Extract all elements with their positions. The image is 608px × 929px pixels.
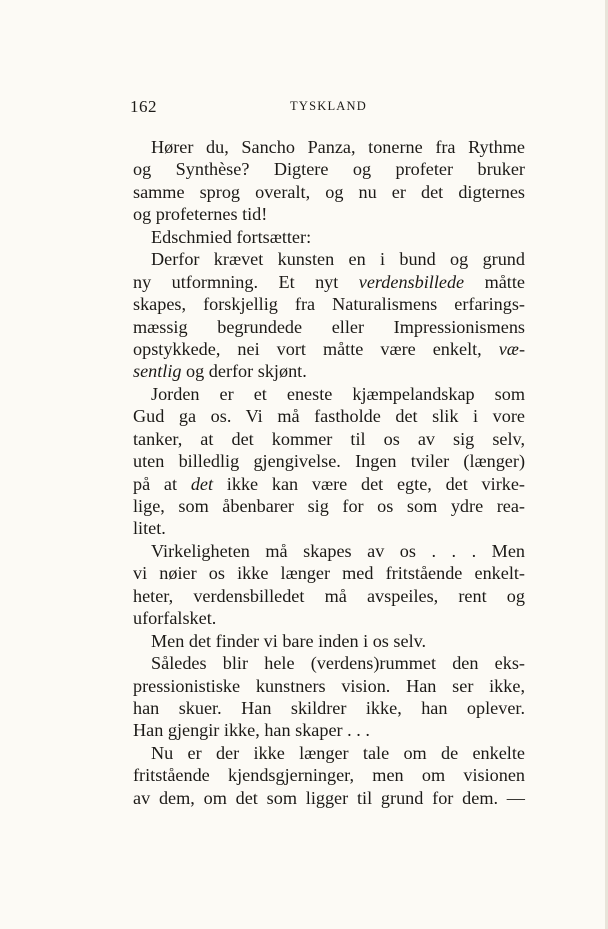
page-header: [130, 97, 525, 117]
text-line: [133, 585, 525, 607]
text-line: [133, 226, 525, 248]
text-segment: fritstående kjendsgjerninger, men om visionen: [133, 765, 525, 786]
text-line: [133, 428, 525, 450]
text-segment: på at: [133, 473, 191, 494]
text-segment: Jorden er et eneste kjæmpelandskap som: [151, 383, 525, 404]
text-segment: uforfalsket.: [133, 608, 217, 629]
text-line: [133, 495, 525, 517]
text-segment: Nu er der ikke længer tale om de enkelte: [151, 742, 525, 763]
text-segment: pressionistiske kunstners vision. Han ser ikke,: [133, 675, 525, 696]
text-line: [133, 540, 525, 562]
text-line: [133, 293, 525, 315]
text-segment: vi nøier os ikke længer med fritstående enkelt-: [133, 563, 525, 584]
text-segment: Således blir hele (verdens)rummet den eks-: [151, 653, 525, 674]
text-line: [133, 203, 525, 225]
text-segment: skapes, forskjellig fra Naturalismens erfarings-: [133, 294, 525, 315]
text-line: [133, 136, 525, 158]
italic-segment: det: [190, 473, 214, 494]
text-segment: Virkeligheten må skapes av os . . . Men: [151, 540, 525, 561]
text-segment: litet.: [133, 518, 166, 539]
text-line: [133, 697, 525, 719]
text-segment: lige, som åbenbarer sig for os som ydre rea-: [133, 496, 525, 516]
italic-segment: sentlig: [133, 361, 182, 382]
text-segment: og profeternes tid!: [133, 204, 268, 225]
text-segment: ny utformning. Et nyt: [133, 271, 359, 292]
text-segment: og derfor skjønt.: [181, 361, 307, 382]
text-line: [133, 607, 525, 629]
text-segment: opstykkede, nei vort måtte være enkelt,: [133, 338, 499, 359]
text-line: [133, 248, 525, 270]
italic-segment: væ-: [498, 338, 525, 359]
text-line: [133, 764, 525, 786]
text-segment: Men det finder vi bare inden i os selv.: [151, 630, 427, 651]
text-segment: heter, verdensbilledet må avspeiles, rent og: [133, 585, 525, 606]
text-segment: Han gjengir ikke, han skaper . . .: [133, 720, 370, 741]
text-line: [133, 360, 525, 382]
text-segment: måtte: [464, 271, 525, 292]
text-line: [133, 719, 525, 741]
text-line: [133, 787, 525, 809]
text-line: [133, 405, 525, 427]
text-segment: samme sprog overalt, og nu er det digternes: [133, 181, 525, 202]
text-segment: Edschmied fortsætter:: [151, 226, 312, 247]
italic-segment: verdensbillede: [358, 271, 465, 292]
text-segment: tanker, at det kommer til os av sig selv,: [133, 428, 525, 449]
page-number: 162: [130, 97, 157, 116]
text-line: [133, 742, 525, 764]
text-segment: mæssig begrundede eller Impressionismens: [133, 316, 525, 337]
text-segment: han skuer. Han skildrer ikke, han oplever.: [133, 697, 525, 718]
text-line: [133, 562, 525, 584]
body-text: [133, 136, 525, 809]
text-line: [133, 271, 525, 293]
text-line: [133, 652, 525, 674]
text-segment: uten billedlig gjengivelse. Ingen tviler (længer): [133, 451, 525, 472]
running-head: TYSKLAND: [290, 99, 367, 113]
text-line: [133, 158, 525, 180]
text-segment: av dem, om det som ligger til grund for dem. —: [133, 787, 525, 808]
text-line: [133, 181, 525, 203]
text-segment: og Synthèse? Digtere og profeter bruker: [133, 159, 525, 180]
text-segment: Hører du, Sancho Panza, tonerne fra Rythme: [151, 137, 525, 157]
text-line: [133, 473, 525, 495]
text-segment: Gud ga os. Vi må fastholde det slik i vore: [133, 406, 525, 427]
text-line: [133, 675, 525, 697]
text-line: [133, 630, 525, 652]
text-line: [133, 517, 525, 539]
text-line: [133, 383, 525, 405]
text-line: [133, 316, 525, 338]
text-line: [133, 450, 525, 472]
text-line: [133, 338, 525, 360]
text-segment: ikke kan være det egte, det virke-: [213, 473, 525, 494]
text-segment: Derfor krævet kunsten en i bund og grund: [151, 249, 525, 270]
